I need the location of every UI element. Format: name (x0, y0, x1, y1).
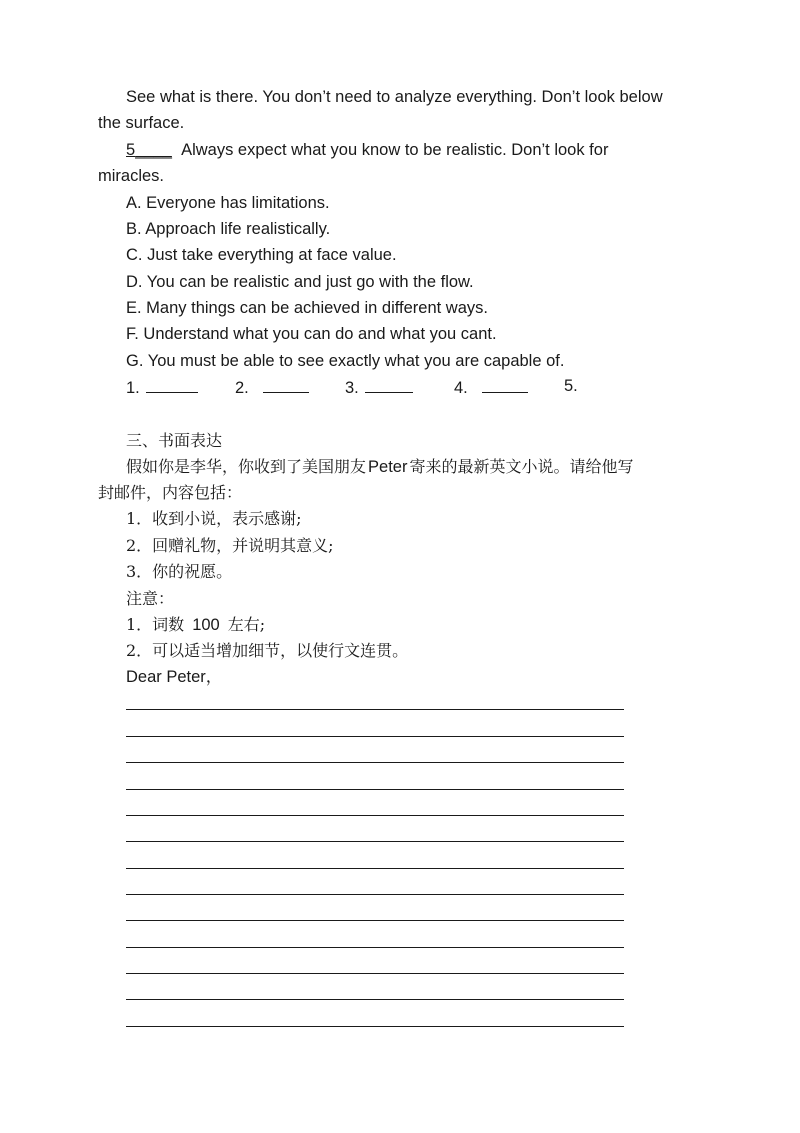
note-1-start: 1．词数 (126, 615, 185, 634)
content-item-3: 3．你的祝愿。 (126, 562, 233, 581)
writing-line[interactable] (126, 1026, 624, 1027)
writing-line[interactable] (126, 920, 624, 921)
answer-3-blank[interactable] (365, 376, 413, 393)
note-1 (126, 615, 265, 635)
note-1-end: 左右; (227, 615, 266, 634)
section-title: 三、书面表达 (126, 431, 223, 450)
answer-4-label: 4. (454, 379, 468, 397)
option-g: G. You must be able to see exactly what you are capable of. (126, 352, 565, 370)
answer-2-label: 2. (235, 379, 249, 397)
answer-2 (235, 376, 309, 398)
option-e: E. Many things can be achieved in different ways. (126, 299, 488, 317)
writing-line[interactable] (126, 973, 624, 974)
answer-1-blank[interactable] (146, 376, 198, 393)
answer-4 (454, 376, 528, 398)
option-a: A. Everyone has limitations. (126, 194, 330, 212)
answer-5 (564, 376, 578, 396)
prompt-line-1-start: 假如你是李华，你收到了美国朋友 (126, 457, 367, 476)
writing-line[interactable] (126, 709, 624, 710)
reading-line-2: the surface. (98, 114, 185, 132)
question-5-blank[interactable]: ____ (135, 141, 172, 159)
salutation: Dear Peter， (126, 668, 223, 686)
prompt-name: Peter (368, 458, 408, 476)
answer-3 (345, 376, 413, 398)
writing-line[interactable] (126, 815, 624, 816)
writing-line[interactable] (126, 894, 624, 895)
answer-4-blank[interactable] (482, 376, 528, 393)
content-item-2: 2．回赠礼物，并说明其意义; (126, 536, 334, 555)
answer-1 (126, 376, 198, 398)
question-5 (126, 140, 608, 160)
writing-line[interactable] (126, 736, 624, 737)
option-d: D. You can be realistic and just go with the flow. (126, 273, 474, 291)
question-5-number: 5 (126, 141, 136, 159)
answer-5-label: 5. (564, 377, 578, 395)
question-5-text: Always expect what you know to be realistic. Don’t look for (181, 141, 609, 159)
question-5-continuation: miracles. (98, 167, 165, 185)
prompt-line-1 (126, 457, 633, 477)
answer-1-label: 1. (126, 379, 140, 397)
writing-line[interactable] (126, 947, 624, 948)
option-c: C. Just take everything at face value. (126, 246, 397, 264)
answer-2-blank[interactable] (263, 376, 309, 393)
prompt-line-1-end: 寄来的最新英文小说。请给他写 (409, 457, 634, 476)
writing-line[interactable] (126, 789, 624, 790)
notes-title: 注意： (126, 589, 175, 608)
answer-3-label: 3. (345, 379, 359, 397)
content-item-1: 1．收到小说，表示感谢; (126, 509, 302, 528)
reading-line-1: See what is there. You don’t need to analyze everything. Don’t look below (126, 88, 663, 106)
note-2: 2．可以适当增加细节，以使行文连贯。 (126, 641, 409, 660)
writing-line[interactable] (126, 868, 624, 869)
writing-line[interactable] (126, 841, 624, 842)
writing-line[interactable] (126, 999, 624, 1000)
option-f: F. Understand what you can do and what you cant. (126, 325, 497, 343)
option-b: B. Approach life realistically. (126, 220, 331, 238)
prompt-line-2: 封邮件，内容包括： (98, 483, 243, 502)
answer-row (126, 376, 726, 398)
writing-line[interactable] (126, 762, 624, 763)
note-1-number: 100 (192, 616, 220, 634)
